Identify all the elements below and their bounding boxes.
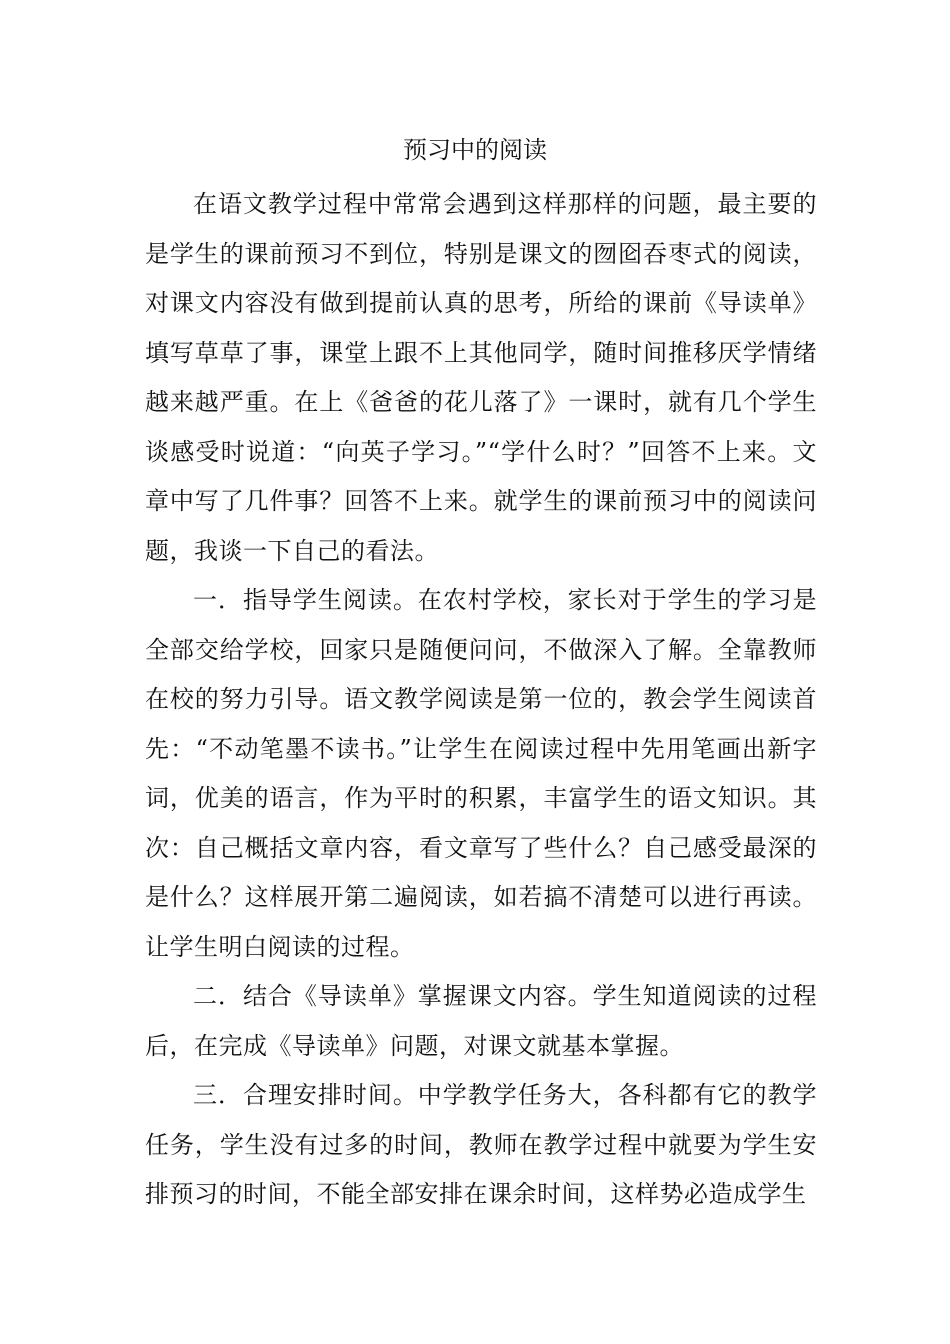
paragraph-point-1: 一．指导学生阅读。在农村学校，家长对于学生的学习是全部交给学校，回家只是随便问问，不做深入了解。全靠教师在校的努力引导。语文教学阅读是第一位的，教会学生阅读首先：“不动笔墨不读书。”让学生在阅读过程中先用笔画出新字词，优美的语言，作为平时的积累，丰富学生的语文知识。其次：自己概括文章内容，看文章写了些什么？自己感受最深的是什么？这样展开第二遍阅读，如若搞不清楚可以进行再读。让学生明白阅读的过程。	[145, 586, 817, 961]
paragraph-intro: 在语文教学过程中常常会遇到这样那样的问题，最主要的是学生的课前预习不到位，特别是课文的囫囵吞枣式的阅读，对课文内容没有做到提前认真的思考，所给的课前《导读单》填写草草了事，课堂上跟不上其他同学，随时间推移厌学情绪越来越严重。在上《爸爸的花儿落了》一课时，就有几个学生谈感受时说道：“向英子学习。”“学什么时？”回答不上来。文章中写了几件事？回答不上来。就学生的课前预习中的阅读问题，我谈一下自己的看法。	[145, 190, 817, 565]
paragraph-point-3: 三．合理安排时间。中学教学任务大，各科都有它的教学任务，学生没有过多的时间，教师在教学过程中就要为学生安排预习的时间，不能全部安排在课余时间，这样势必造成学生	[145, 1081, 817, 1208]
paragraph-point-2: 二．结合《导读单》掌握课文内容。学生知道阅读的过程后，在完成《导读单》问题，对课文就基本掌握。	[145, 982, 817, 1060]
document-body	[145, 180, 817, 1220]
document-title: 预习中的阅读	[403, 136, 547, 164]
